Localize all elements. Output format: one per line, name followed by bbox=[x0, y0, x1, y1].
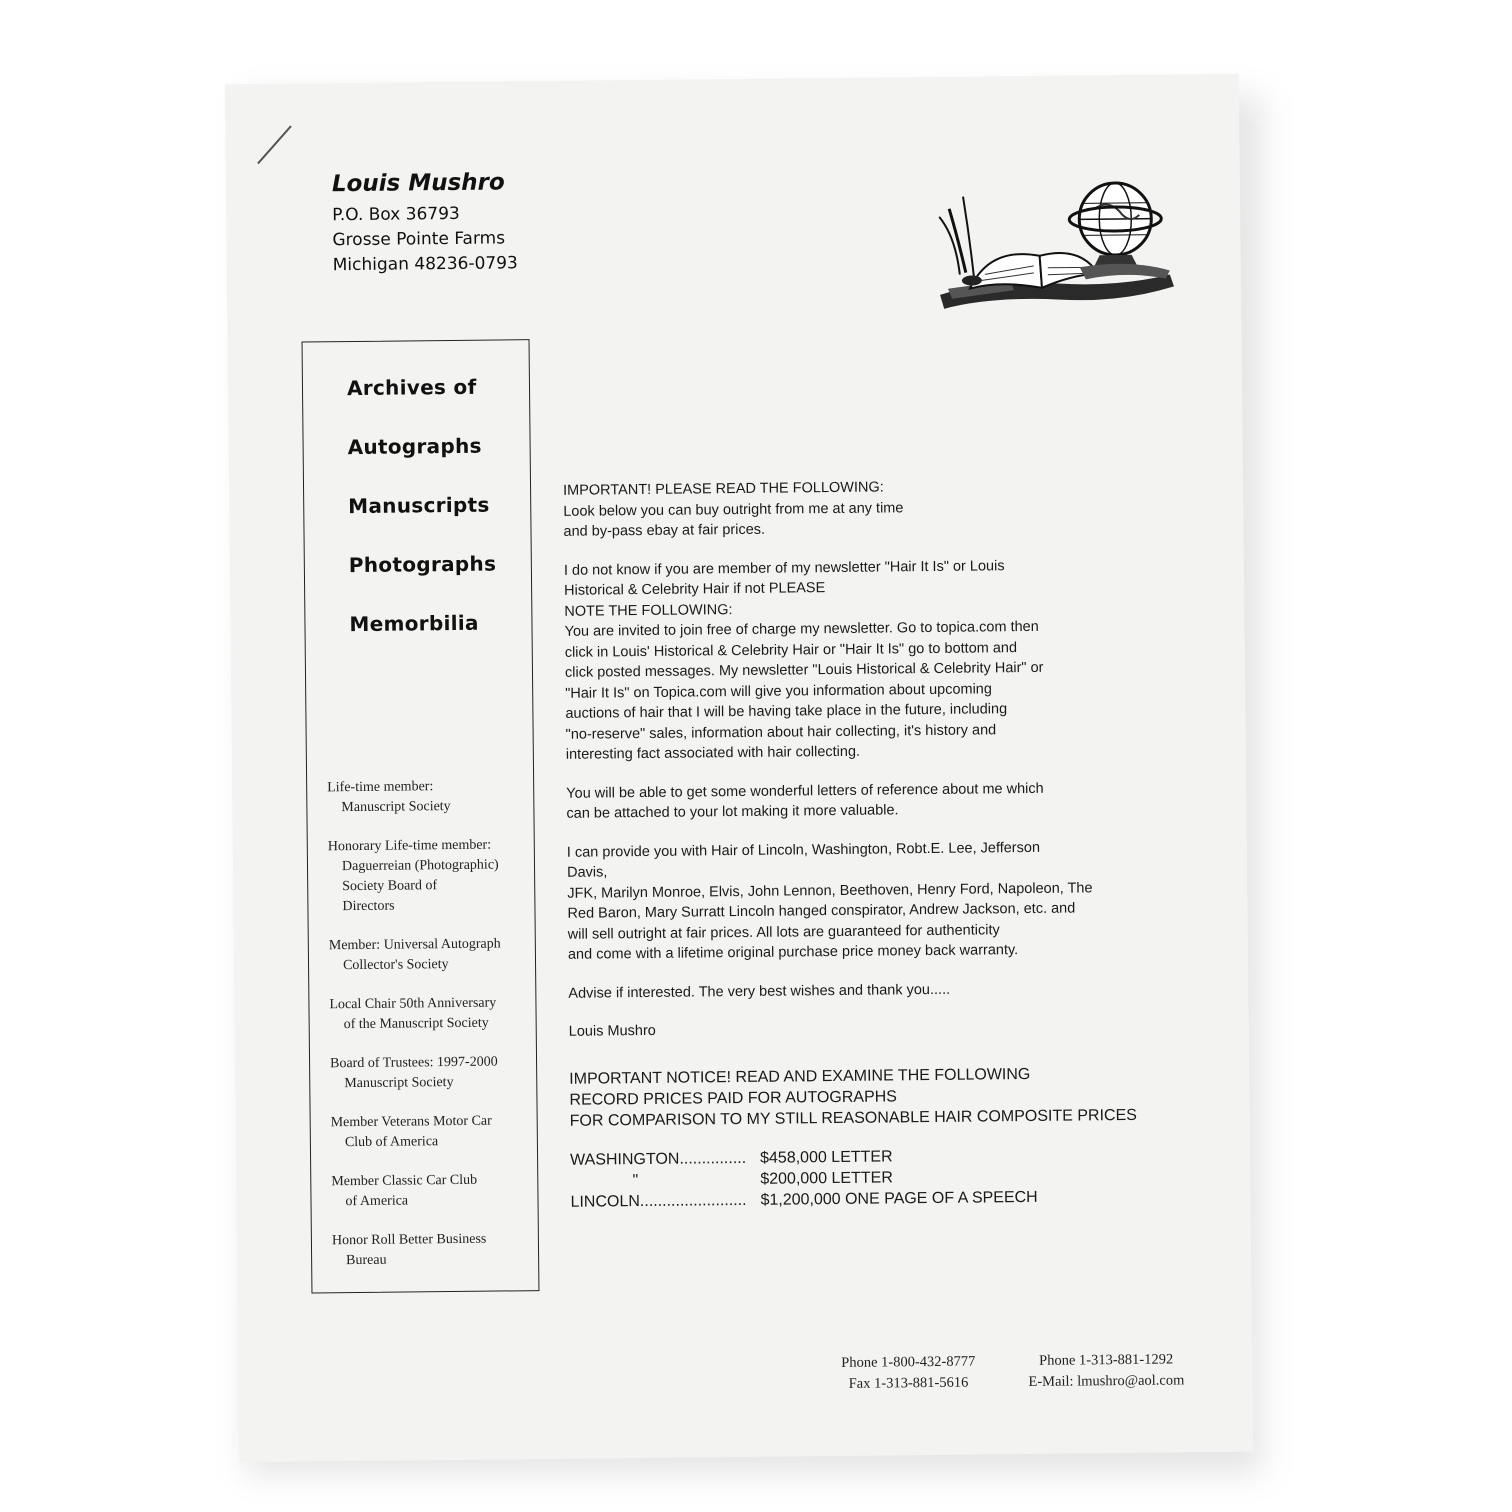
letter-page bbox=[225, 74, 1253, 1463]
text-line: click posted messages. My newsletter "Louis Historical & Celebrity Hair" or bbox=[564, 659, 1044, 681]
membership-line: Member Classic Car Club bbox=[331, 1172, 478, 1190]
category-autographs: Autographs bbox=[347, 433, 482, 460]
letterhead bbox=[332, 169, 518, 278]
paragraph-closing bbox=[568, 977, 1208, 1004]
paragraph-reference bbox=[566, 777, 1206, 825]
email-address: E-Mail: lmushro@aol.com bbox=[1028, 1372, 1185, 1391]
text-line: Advise if interested. The very best wishes and thank you..... bbox=[568, 981, 951, 1002]
membership-line: Manuscript Society bbox=[344, 1075, 454, 1092]
membership-line: Board of Trustees: 1997-2000 bbox=[329, 1054, 498, 1072]
globe-books-quill-icon bbox=[929, 174, 1180, 317]
notice-line: FOR COMPARISON TO MY STILL REASONABLE HAIR COMPOSITE PRICES bbox=[569, 1106, 1137, 1130]
membership-line: Club of America bbox=[344, 1134, 439, 1151]
text-line: and by-pass ebay at fair prices. bbox=[563, 521, 766, 540]
text-line: JFK, Marilyn Monroe, Elvis, John Lennon, Beethoven, Henry Ford, Napoleon, The bbox=[567, 879, 1093, 902]
membership-line: Collector's Society bbox=[342, 957, 449, 974]
price-label: " bbox=[570, 1171, 639, 1190]
paragraph-intro bbox=[563, 474, 1204, 542]
membership-item bbox=[328, 835, 529, 917]
price-value: $200,000 LETTER bbox=[760, 1168, 893, 1188]
membership-list bbox=[327, 776, 532, 1290]
contact-block-right bbox=[1028, 1349, 1184, 1393]
membership-line: Directors bbox=[342, 898, 395, 915]
text-line: and come with a lifetime original purchase price money back warranty. bbox=[567, 942, 1019, 963]
letter-body bbox=[563, 474, 1211, 1212]
address-line-3: Michigan 48236-0793 bbox=[332, 253, 518, 276]
address-line-1: P.O. Box 36793 bbox=[332, 203, 460, 226]
text-line: Look below you can buy outright from me at any time bbox=[563, 499, 904, 520]
text-line: You are invited to join free of charge my newsletter. Go to topica.com then bbox=[564, 618, 1039, 640]
membership-item bbox=[329, 934, 529, 976]
membership-item bbox=[330, 1052, 530, 1094]
price-label: LINCOLN........................ bbox=[570, 1191, 747, 1211]
membership-line: Society Board of bbox=[342, 878, 438, 895]
paragraph-hair-list bbox=[567, 836, 1208, 966]
phone-number-tollfree: Phone 1-800-432-8777 bbox=[841, 1353, 976, 1371]
membership-item bbox=[331, 1170, 531, 1212]
signature-text: Louis Mushro bbox=[568, 1022, 656, 1040]
category-memorabilia: Memorbilia bbox=[349, 610, 479, 637]
membership-line: Member Veterans Motor Car bbox=[330, 1113, 492, 1131]
membership-line: Daguerreian (Photographic) bbox=[341, 857, 499, 875]
category-manuscripts: Manuscripts bbox=[348, 492, 490, 519]
membership-item bbox=[327, 776, 527, 818]
membership-line: Manuscript Society bbox=[341, 799, 451, 816]
notice-line: RECORD PRICES PAID FOR AUTOGRAPHS bbox=[569, 1087, 898, 1109]
contact-block-left bbox=[841, 1352, 976, 1395]
price-list bbox=[570, 1143, 1211, 1213]
price-value: $1,200,000 ONE PAGE OF A SPEECH bbox=[760, 1188, 1038, 1209]
membership-line: Honorary Life-time member: bbox=[327, 837, 492, 855]
membership-line: of the Manuscript Society bbox=[343, 1015, 489, 1033]
membership-item bbox=[331, 1111, 531, 1153]
text-line: click in Louis' Historical & Celebrity Hair or "Hair It Is" go to bottom and bbox=[564, 639, 1018, 661]
price-label: WASHINGTON............... bbox=[570, 1149, 747, 1169]
paragraph-newsletter bbox=[564, 554, 1206, 766]
text-line: I can provide you with Hair of Lincoln, Washington, Robt.E. Lee, Jefferson bbox=[566, 839, 1041, 861]
text-line: Historical & Celebrity Hair if not PLEASE bbox=[564, 580, 826, 599]
category-photographs: Photographs bbox=[348, 551, 497, 578]
membership-item bbox=[329, 993, 529, 1035]
membership-line: Bureau bbox=[346, 1252, 387, 1269]
text-line: "Hair It Is" on Topica.com will give you information about upcoming bbox=[565, 680, 992, 702]
text-line: Red Baron, Mary Surratt Lincoln hanged conspirator, Andrew Jackson, etc. and bbox=[567, 900, 1076, 922]
text-line: IMPORTANT! PLEASE READ THE FOLLOWING: bbox=[563, 479, 884, 499]
membership-line: of America bbox=[345, 1193, 409, 1210]
membership-line: Local Chair 50th Anniversary bbox=[329, 995, 497, 1013]
text-line: "no-reserve" sales, information about hair collecting, it's history and bbox=[565, 721, 997, 743]
text-line: can be attached to your lot making it more valuable. bbox=[566, 802, 899, 822]
text-line: I do not know if you are member of my newsletter "Hair It Is" or Louis bbox=[563, 557, 1005, 579]
text-line: Davis, bbox=[567, 864, 608, 881]
membership-item bbox=[332, 1229, 532, 1271]
text-line: auctions of hair that I will be having take place in the future, including bbox=[565, 701, 1008, 722]
membership-line: Honor Roll Better Business bbox=[331, 1231, 487, 1249]
sidebar-box bbox=[302, 339, 540, 1293]
membership-line: Member: Universal Autograph bbox=[328, 936, 501, 954]
category-list bbox=[347, 375, 497, 672]
address-line-2: Grosse Pointe Farms bbox=[332, 228, 506, 251]
category-archives: Archives of bbox=[346, 374, 477, 401]
pencil-mark bbox=[257, 125, 292, 164]
text-line: You will be able to get some wonderful letters of reference about me which bbox=[566, 780, 1044, 802]
sender-name: Louis Mushro bbox=[331, 169, 505, 198]
membership-line: Life-time member: bbox=[327, 779, 434, 796]
text-line: NOTE THE FOLLOWING: bbox=[564, 601, 733, 620]
text-line: interesting fact associated with hair collecting. bbox=[565, 743, 861, 763]
notice-line: IMPORTANT NOTICE! READ AND EXAMINE THE FOLLOWING bbox=[569, 1065, 1031, 1088]
price-value: $458,000 LETTER bbox=[759, 1147, 893, 1167]
phone-number-local: Phone 1-313-881-1292 bbox=[1039, 1351, 1174, 1369]
fax-number: Fax 1-313-881-5616 bbox=[848, 1374, 969, 1392]
notice-heading bbox=[569, 1062, 1210, 1132]
text-line: will sell outright at fair prices. All lots are guaranteed for authenticity bbox=[567, 921, 1000, 943]
